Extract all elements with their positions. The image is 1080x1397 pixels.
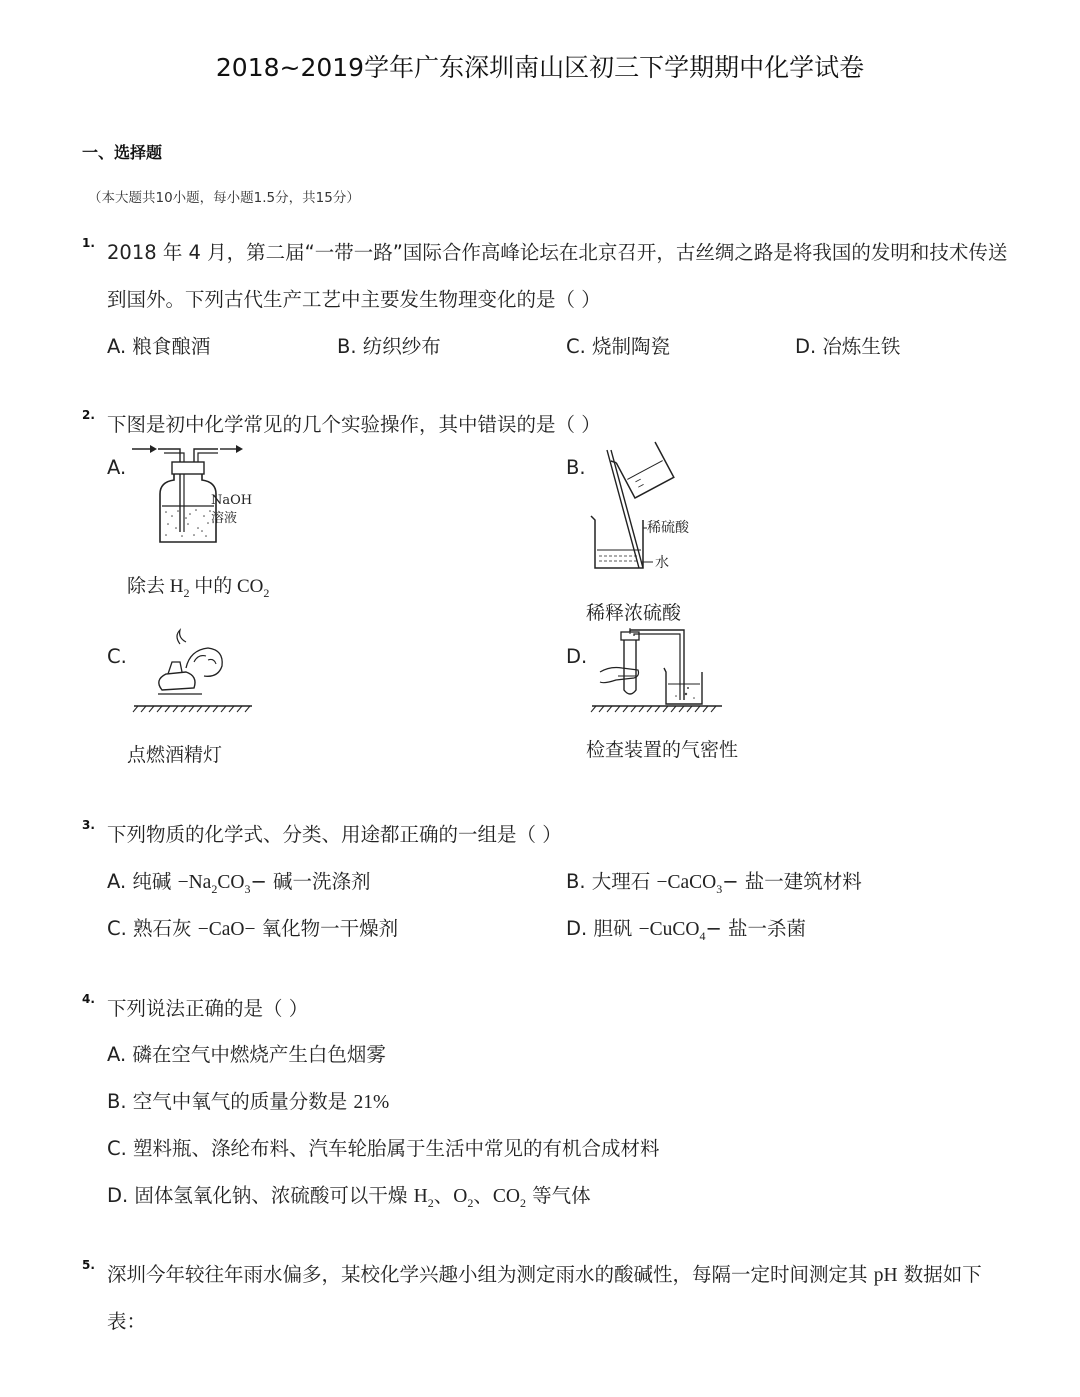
dilute-acid-label: 稀硫酸 (647, 520, 689, 536)
question-stem: 下列物质的化学式、分类、用途都正确的一组是（ ） (107, 823, 562, 846)
option-d-caption: 检查装置的气密性 (586, 739, 739, 761)
question-number: 4. (82, 992, 95, 1006)
question-stem: 下列说法正确的是（ ） (107, 997, 309, 1020)
question-stem: 2018 年 4 月，第二届“一带一路”国际合作高峰论坛在北京召开，古丝绸之路是将我国的发明和技术传送 (107, 241, 1008, 264)
option-c[interactable]: C. 塑料瓶、涤纶布料、汽车轮胎属于生活中常见的有机合成材料 (107, 1137, 660, 1160)
section-note: （本大题共10小题，每小题1.5分，共15分） (88, 190, 360, 206)
option-c-label[interactable]: C. (107, 645, 127, 668)
naoh-label: NaOH (211, 493, 253, 508)
water-label: 水 (655, 555, 669, 571)
page-title: 2018~2019学年广东深圳南山区初三下学期期中化学试卷 (215, 53, 865, 82)
option-b[interactable]: B. 大理石 −CaCO$_3$− 盐一建筑材料 (566, 870, 862, 896)
option-a[interactable]: A. 粮食酿酒 (107, 335, 211, 358)
airtightness-check-figure (590, 628, 725, 716)
option-b[interactable]: B. 纺织纱布 (337, 335, 441, 358)
question-number: 2. (82, 408, 95, 422)
alcohol-lamp-figure (128, 628, 258, 716)
option-d-label[interactable]: D. (566, 645, 588, 668)
dilute-acid-figure (585, 440, 715, 580)
option-c[interactable]: C. 熟石灰 −CaO− 氧化物一干燥剂 (107, 917, 399, 940)
gas-washing-bottle-figure (128, 440, 268, 550)
option-d[interactable]: D. 冶炼生铁 (795, 335, 901, 358)
question-stem: 表： (107, 1310, 147, 1333)
question-number: 1. (82, 236, 95, 250)
option-a[interactable]: A. 纯碱 $-Na_2CO_3-$ 碱一洗涤剂 (107, 870, 371, 896)
option-b-label[interactable]: B. (566, 456, 586, 479)
question-number: 5. (82, 1258, 95, 1272)
question-stem: 到国外。下列古代生产工艺中主要发生物理变化的是（ ） (107, 288, 601, 311)
option-b-caption: 稀释浓硫酸 (586, 602, 682, 624)
option-a[interactable]: A. 磷在空气中燃烧产生白色烟雾 (107, 1043, 386, 1066)
option-a-caption: 除去 $H_2$ 中的 $CO_2$ (127, 576, 270, 600)
option-d[interactable]: D. 固体氢氧化钠、浓硫酸可以干燥 $H_2$、$O_2$、$CO_2$ 等气体 (107, 1184, 591, 1210)
option-b[interactable]: B. 空气中氧气的质量分数是 21% (107, 1090, 390, 1113)
option-d[interactable]: D. 胆矾 −CuCO$_4$− 盐一杀菌 (566, 917, 807, 943)
section-heading: 一、选择题 (82, 143, 163, 162)
solution-label: 溶液 (211, 511, 238, 526)
option-a-label[interactable]: A. (107, 456, 127, 479)
question-stem: 下图是初中化学常见的几个实验操作，其中错误的是（ ） (107, 413, 601, 436)
option-c-caption: 点燃酒精灯 (127, 744, 223, 766)
option-c[interactable]: C. 烧制陶瓷 (566, 335, 671, 358)
question-number: 3. (82, 818, 95, 832)
question-stem: 深圳今年较往年雨水偏多，某校化学兴趣小组为测定雨水的酸碱性，每隔一定时间测定其 pH 数据如下 (107, 1263, 982, 1286)
